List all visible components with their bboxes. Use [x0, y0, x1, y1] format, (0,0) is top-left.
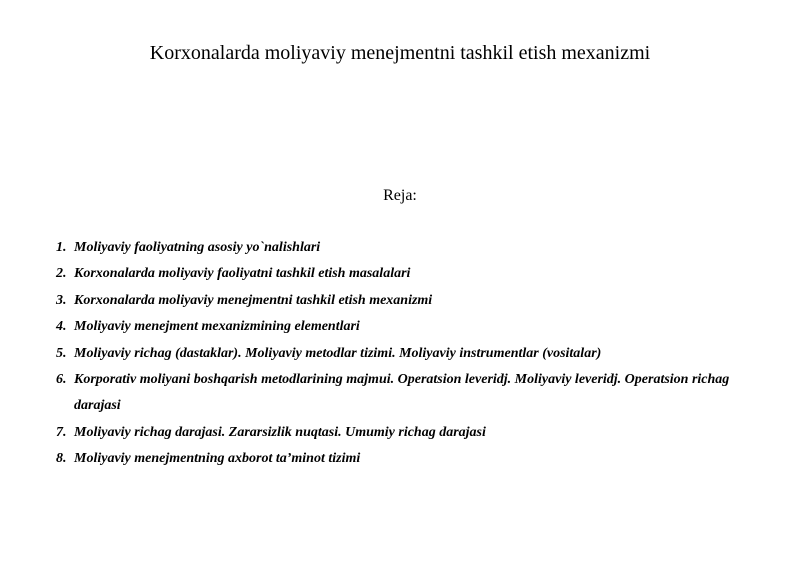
plan-item-text: Korporativ moliyani boshqarish metodlarining majmui. Operatsion leveridj. Moliyaviy leveridj. Operatsion richag darajasi — [74, 372, 730, 414]
plan-item-number: 4. — [56, 319, 67, 335]
plan-item-number: 6. — [56, 372, 67, 388]
plan-item — [56, 420, 756, 446]
plan-item — [56, 367, 756, 420]
plan-item — [56, 261, 756, 287]
plan-item-text: Moliyaviy faoliyatning asosiy yo`nalishlari — [74, 240, 321, 255]
plan-item-number: 2. — [56, 266, 67, 282]
plan-item-text: Korxonalarda moliyaviy faoliyatni tashkil etish masalalari — [74, 266, 411, 282]
plan-item-number: 8. — [56, 451, 67, 467]
plan-item-text: Moliyaviy richag (dastaklar). Moliyaviy metodlar tizimi. Moliyaviy instrumentlar (vositalar) — [74, 345, 602, 361]
plan-item — [56, 341, 756, 367]
plan-item-text: Korxonalarda moliyaviy menejmentni tashkil etish mexanizmi — [74, 292, 433, 308]
plan-item-text: Moliyaviy richag darajasi. Zararsizlik nuqtasi. Umumiy richag darajasi — [74, 424, 486, 440]
plan-item-text: Moliyaviy menejment mexanizmining elementlari — [74, 319, 360, 335]
plan-item — [56, 446, 756, 472]
plan-item-number: 5. — [56, 345, 67, 361]
plan-item-number: 1. — [56, 240, 67, 255]
plan-item — [56, 235, 756, 261]
document-title: Korxonalarda moliyaviy menejmentni tashkil etish mexanizmi — [149, 42, 651, 64]
plan-item-text: Moliyaviy menejmentning axborot ta’minot tizimi — [74, 451, 361, 467]
plan-item — [56, 314, 756, 340]
plan-heading: Reja: — [383, 187, 417, 204]
plan-item-number: 7. — [56, 424, 67, 440]
plan-item — [56, 288, 756, 314]
plan-list — [56, 235, 756, 473]
plan-item-number: 3. — [56, 292, 67, 308]
